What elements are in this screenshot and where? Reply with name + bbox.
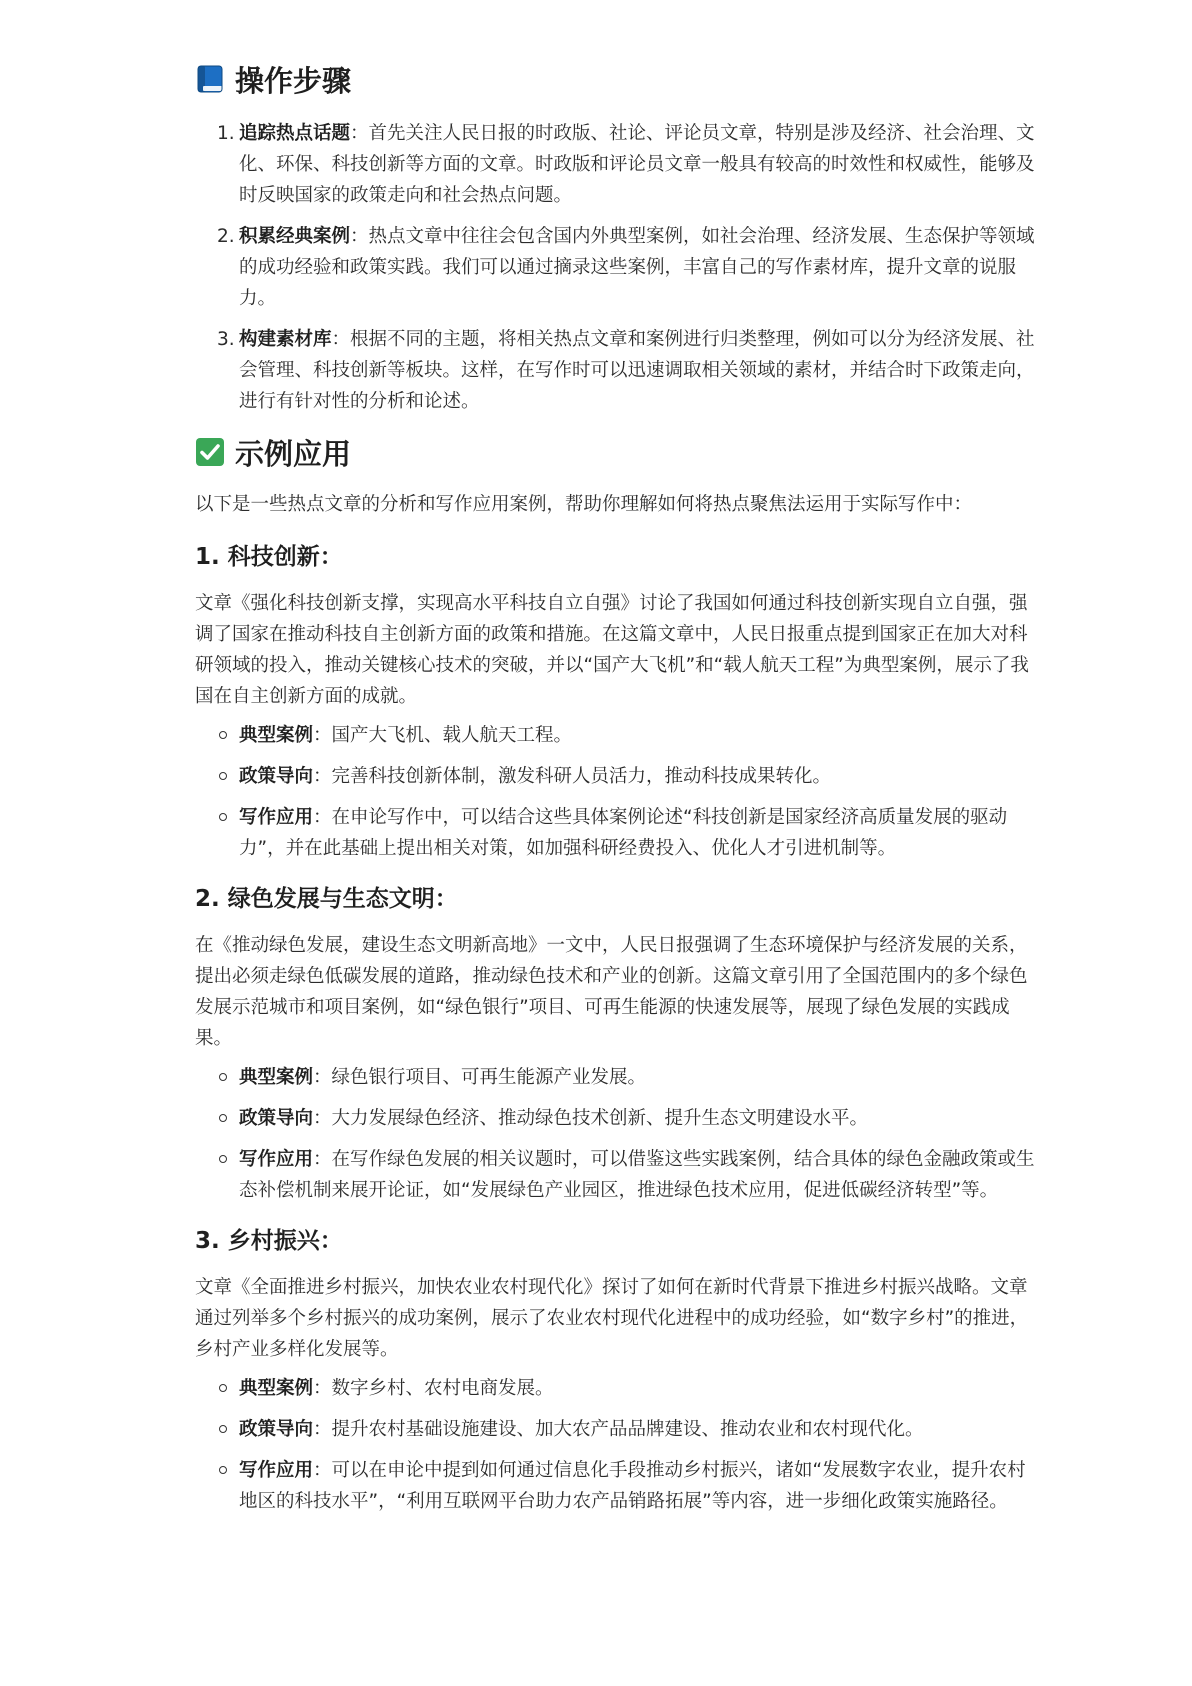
bullet-icon [219,1466,227,1474]
step-item: 3. 构建素材库：根据不同的主题，将相关热点文章和案例进行归类整理，例如可以分为经济发展、社会管理、科技创新等板块。这样，在写作时可以迅速调取相关领域的素材，并结合时下政策走向，进行有针对性的分析和论述。 [217,329,1035,412]
bullet-icon [219,1073,227,1081]
list-item: 典型案例：绿色银行项目、可再生能源产业发展。 [195,1062,1042,1093]
bullet-icon [219,1114,227,1122]
section-bullets [195,1373,1042,1517]
section-body: 在《推动绿色发展，建设生态文明新高地》一文中，人民日报强调了生态环境保护与经济发展的关系，提出必须走绿色低碳发展的道路，推动绿色技术和产业的创新。这篇文章引用了全国范围内的多个绿色发展示范城市和项目案例，如“绿色银行”项目、可再生能源的快速发展等，展现了绿色发展的实践成果。 [195,935,1028,1049]
steps-list [195,118,1042,417]
bullet-icon [219,1155,227,1163]
list-item: 写作应用：在申论写作中，可以结合这些具体案例论述“科技创新是国家经济高质量发展的驱动力”，并在此基础上提出相关对策，如加强科研经费投入、优化人才引进机制等。 [195,802,1042,864]
examples-heading [195,427,1042,477]
bullet-icon [219,731,227,739]
examples-intro: 以下是一些热点文章的分析和写作应用案例，帮助你理解如何将热点聚焦法运用于实际写作中： [195,494,973,515]
bullet-icon [219,1384,227,1392]
list-item: 典型案例：国产大飞机、载人航天工程。 [195,720,1042,751]
step-label: 构建素材库 [239,329,332,350]
step-text: 根据不同的主题，将相关热点文章和案例进行归类整理，例如可以分为经济发展、社会管理、科技创新等板块。这样，在写作时可以迅速调取相关领域的素材，并结合时下政策走向，进行有针对性的分析和论述。 [239,329,1035,412]
step-item: 2. 积累经典案例：热点文章中往往会包含国内外典型案例，如社会治理、经济发展、生态保护等领域的成功经验和政策实践。我们可以通过摘录这些案例，丰富自己的写作素材库，提升文章的说服力。 [217,226,1035,309]
bullet-icon [219,772,227,780]
blue-book-icon [195,64,225,94]
bullet-icon [219,1425,227,1433]
steps-heading [195,54,1042,104]
list-item: 写作应用：可以在申论中提到如何通过信息化手段推动乡村振兴，诸如“发展数字农业，提升农村地区的科技水平”，“利用互联网平台助力农产品销路拓展”等内容，进一步细化政策实施路径。 [195,1455,1042,1517]
check-mark-icon [195,437,225,467]
step-text: 热点文章中往往会包含国内外典型案例，如社会治理、经济发展、生态保护等领域的成功经验和政策实践。我们可以通过摘录这些案例，丰富自己的写作素材库，提升文章的说服力。 [239,226,1035,309]
list-item: 典型案例：数字乡村、农村电商发展。 [195,1373,1042,1404]
list-item: 政策导向：提升农村基础设施建设、加大农产品品牌建设、推动农业和农村现代化。 [195,1414,1042,1445]
list-item: 政策导向：完善科技创新体制，激发科研人员活力，推动科技成果转化。 [195,761,1042,792]
step-label: 积累经典案例 [239,226,351,247]
step-label: 追踪热点话题 [239,123,351,144]
section-bullets [195,720,1042,864]
steps-title: 操作步骤 [235,63,352,98]
examples-title: 示例应用 [235,436,352,471]
section-heading: 1. 科技创新： [195,543,343,570]
section-body: 文章《全面推进乡村振兴，加快农业农村现代化》探讨了如何在新时代背景下推进乡村振兴战略。文章通过列举多个乡村振兴的成功案例，展示了农业农村现代化进程中的成功经验，如“数字乡村”的推进，乡村产业多样化发展等。 [195,1277,1029,1360]
section-heading: 3. 乡村振兴： [195,1227,343,1254]
bullet-icon [219,813,227,821]
list-item: 政策导向：大力发展绿色经济、推动绿色技术创新、提升生态文明建设水平。 [195,1103,1042,1134]
section-bullets [195,1062,1042,1206]
step-item: 1. 追踪热点话题：首先关注人民日报的时政版、社论、评论员文章，特别是涉及经济、社会治理、文化、环保、科技创新等方面的文章。时政版和评论员文章一般具有较高的时效性和权威性，能够及时反映国家的政策走向和社会热点问题。 [217,123,1035,206]
section-heading: 2. 绿色发展与生态文明： [195,885,458,912]
section-body: 文章《强化科技创新支撑，实现高水平科技自立自强》讨论了我国如何通过科技创新实现自立自强，强调了国家在推动科技自主创新方面的政策和措施。在这篇文章中，人民日报重点提到国家正在加大对科研领域的投入，推动关键核心技术的突破，并以“国产大飞机”和“载人航天工程”为典型案例，展示了我国在自主创新方面的成就。 [195,593,1029,707]
list-item: 写作应用：在写作绿色发展的相关议题时，可以借鉴这些实践案例，结合具体的绿色金融政策或生态补偿机制来展开论证，如“发展绿色产业园区，推进绿色技术应用，促进低碳经济转型”等。 [195,1144,1042,1206]
step-text: 首先关注人民日报的时政版、社论、评论员文章，特别是涉及经济、社会治理、文化、环保、科技创新等方面的文章。时政版和评论员文章一般具有较高的时效性和权威性，能够及时反映国家的政策走向和社会热点问题。 [239,123,1035,206]
